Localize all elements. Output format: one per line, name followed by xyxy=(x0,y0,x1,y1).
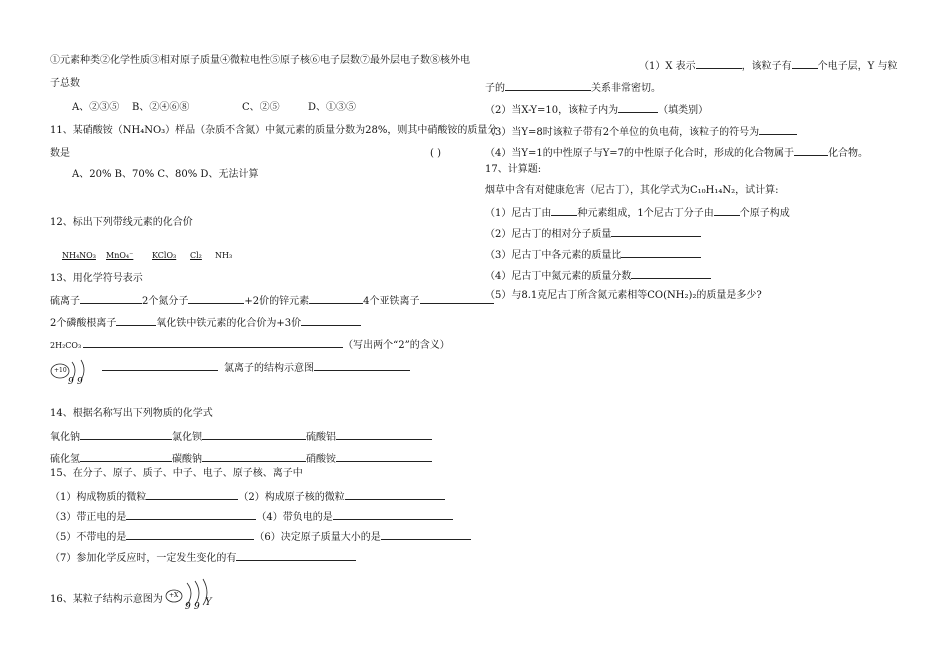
q10-choice-a: A、②③⑤ xyxy=(72,102,120,113)
answer-blank[interactable] xyxy=(792,58,818,69)
answer-blank[interactable] xyxy=(301,315,361,326)
q16-2-label-a: （2）当X-Y=10，该粒子内为 xyxy=(485,105,619,116)
q14-item-4: 硫化氢 xyxy=(50,454,80,465)
answer-blank[interactable] xyxy=(631,268,711,279)
answer-blank[interactable] xyxy=(794,145,828,156)
q17-3-label: （3）尼古丁中各元素的质量比 xyxy=(485,250,622,261)
q10-options-line2: 子总数 xyxy=(50,78,80,89)
q10-choice-d: D、①③⑤ xyxy=(308,102,357,113)
atom-diagram-q13 xyxy=(50,348,100,387)
q13-label-zn: +2价的锌元素 xyxy=(244,296,310,307)
q13-label-sulfide: 硫离子 xyxy=(50,296,80,307)
q11-paren: ( ) xyxy=(430,148,441,159)
answer-blank[interactable] xyxy=(420,293,494,304)
q13-label-h2co3: 2H₂CO₃ xyxy=(50,341,82,350)
answer-blank[interactable] xyxy=(759,124,797,135)
answer-blank[interactable] xyxy=(83,337,343,348)
q13-row1 xyxy=(50,293,494,308)
q13-row4 xyxy=(102,360,410,375)
q15-item-4: （4）带负电的是 xyxy=(256,512,333,523)
answer-blank[interactable] xyxy=(621,247,701,258)
q13-label-fe2: 4个亚铁离子 xyxy=(363,296,420,307)
q16-4-label-b: 化合物。 xyxy=(828,148,869,159)
q12-item-4: Cl₂ xyxy=(190,251,202,260)
answer-blank[interactable] xyxy=(126,509,256,520)
q13-row2 xyxy=(50,315,361,330)
q10-choice-c: C、②⑤ xyxy=(242,102,280,113)
q16-1-row2 xyxy=(485,80,661,95)
svg-text:9: 9 xyxy=(68,377,74,387)
answer-blank[interactable] xyxy=(336,429,432,440)
q14-item-5: 碳酸钠 xyxy=(172,454,202,465)
q16-2-label-b: （填类别） xyxy=(658,105,709,116)
answer-blank[interactable] xyxy=(188,293,244,304)
q11-line1: 11、某硝酸铵（NH₄NO₃）样品（杂质不含氮）中氮元素的质量分数为28%，则其中硝酸铵的质量分 xyxy=(50,125,498,136)
svg-text:9: 9 xyxy=(194,602,200,612)
answer-blank[interactable] xyxy=(80,293,142,304)
q13-label-cl-ion: 氯离子的结构示意图 xyxy=(224,363,314,374)
q16-3-label: （3）当Y=8时该粒子带有2个单位的负电荷，该粒子的符号为 xyxy=(485,127,760,138)
q14-item-3: 硫酸铝 xyxy=(306,432,336,443)
answer-blank[interactable] xyxy=(345,489,445,500)
answer-blank[interactable] xyxy=(80,451,172,462)
answer-blank[interactable] xyxy=(80,429,172,440)
q16-4-row xyxy=(485,145,868,160)
q15-item-6: （6）决定原子质量大小的是 xyxy=(254,532,381,543)
q15-item-1: （1）构成物质的微粒 xyxy=(50,492,147,503)
answer-blank[interactable] xyxy=(551,205,577,216)
svg-text:9: 9 xyxy=(77,377,83,387)
q15-item-3: （3）带正电的是 xyxy=(50,512,127,523)
q14-row2 xyxy=(50,451,432,466)
answer-blank[interactable] xyxy=(611,226,701,237)
q17-1-label-a: （1）尼古丁由 xyxy=(485,208,552,219)
q15-row2 xyxy=(50,509,453,524)
answer-blank[interactable] xyxy=(102,360,218,371)
answer-blank[interactable] xyxy=(236,550,356,561)
q16-4-label-a: （4）当Y=1的中性原子与Y=7的中性原子化合时，形成的化合物属于 xyxy=(485,148,795,159)
q17-2-row xyxy=(485,226,701,241)
answer-blank[interactable] xyxy=(336,451,432,462)
q17-2-label: （2）尼古丁的相对分子质量 xyxy=(485,229,612,240)
answer-blank[interactable] xyxy=(696,58,742,69)
q16-1-label-c: 个电子层，Y 与粒 xyxy=(817,61,898,72)
q14-row1 xyxy=(50,429,432,444)
q15-row3 xyxy=(50,529,471,544)
q15-item-2: （2）构成原子核的微粒 xyxy=(238,492,345,503)
q17-3-row xyxy=(485,247,701,262)
q16-2-row xyxy=(485,102,708,117)
q16-1-label-b: ，该粒子有 xyxy=(741,61,792,72)
q14-item-6: 硝酸铵 xyxy=(306,454,336,465)
q15-row1 xyxy=(50,489,445,504)
q17-1-row xyxy=(485,205,790,220)
q16-1-label-e: 关系非常密切。 xyxy=(591,83,661,94)
q13-label-fe3: 氧化铁中铁元素的化合价为+3价 xyxy=(156,318,302,329)
q17-1-label-c: 个原子构成 xyxy=(739,208,790,219)
answer-blank[interactable] xyxy=(505,80,591,91)
q16-3-row xyxy=(485,124,797,139)
answer-blank[interactable] xyxy=(309,293,363,304)
q15-title: 15、在分子、原子、质子、中子、电子、原子核、离子中 xyxy=(50,468,303,479)
q16-title: 16、某粒子结构示意图为 xyxy=(50,594,163,605)
q17-5-row: （5）与8.1克尼古丁所含氮元素相等CO(NH₂)₂的质量是多少? xyxy=(485,290,762,301)
q12-title: 12、标出下列带线元素的化合价 xyxy=(50,217,193,228)
answer-blank[interactable] xyxy=(116,315,156,326)
q13-row3 xyxy=(50,337,450,352)
q12-item-5: NH₃ xyxy=(215,251,233,260)
q13-title: 13、用化学符号表示 xyxy=(50,273,143,284)
q15-item-7: （7）参加化学反应时，一定发生变化的有 xyxy=(50,553,237,564)
atom-diagram-q16 xyxy=(165,573,225,612)
q15-row4 xyxy=(50,550,356,565)
answer-blank[interactable] xyxy=(618,102,658,113)
q17-intro: 烟草中含有对健康危害（尼古丁），其化学式为C₁₀H₁₄N₂，试计算: xyxy=(485,185,779,196)
answer-blank[interactable] xyxy=(381,529,471,540)
answer-blank[interactable] xyxy=(333,509,453,520)
q12-item-2: MnO₄⁻ xyxy=(106,251,134,260)
q11-line2: 数是 xyxy=(50,148,70,159)
q11-choices: A、20% B、70% C、80% D、无法计算 xyxy=(72,169,259,180)
answer-blank[interactable] xyxy=(202,429,306,440)
q14-title: 14、根据名称写出下列物质的化学式 xyxy=(50,408,213,419)
q17-4-label: （4）尼古丁中氮元素的质量分数 xyxy=(485,271,632,282)
q12-item-3: KClO₃ xyxy=(152,251,177,260)
q10-options-line1: ①元素种类②化学性质③相对原子质量④微粒电性⑤原子核⑥电子层数⑦最外层电子数⑧核外电 xyxy=(50,55,470,66)
q14-item-1: 氧化钠 xyxy=(50,432,80,443)
q17-4-row xyxy=(485,268,711,283)
q16-1-label-d: 子的 xyxy=(485,83,505,94)
q12-item-1: NH₄NO₃ xyxy=(62,251,96,260)
q13-label-po4: 2个磷酸根离子 xyxy=(50,318,117,329)
outer-electron-label: Y xyxy=(205,597,212,608)
q16-1-row xyxy=(639,58,897,73)
answer-blank[interactable] xyxy=(314,360,410,371)
q14-item-2: 氯化钡 xyxy=(172,432,202,443)
nucleus-label: +10 xyxy=(54,367,67,374)
q17-title: 17、计算题: xyxy=(485,164,542,175)
answer-blank[interactable] xyxy=(146,489,238,500)
answer-blank[interactable] xyxy=(202,451,306,462)
q15-item-5: （5）不带电的是 xyxy=(50,532,127,543)
answer-blank[interactable] xyxy=(714,205,740,216)
answer-blank[interactable] xyxy=(126,529,254,540)
svg-text:9: 9 xyxy=(185,602,191,612)
q10-choice-b: B、②④⑥⑧ xyxy=(132,102,190,113)
q17-1-label-b: 种元素组成，1个尼古丁分子由 xyxy=(577,208,714,219)
q16-1-label-a: （1）X 表示 xyxy=(639,61,696,72)
q13-label-meaning: （写出两个“2”的含义） xyxy=(343,340,450,351)
nucleus-label: +X xyxy=(169,592,179,599)
q13-label-n2: 2个氮分子 xyxy=(142,296,189,307)
